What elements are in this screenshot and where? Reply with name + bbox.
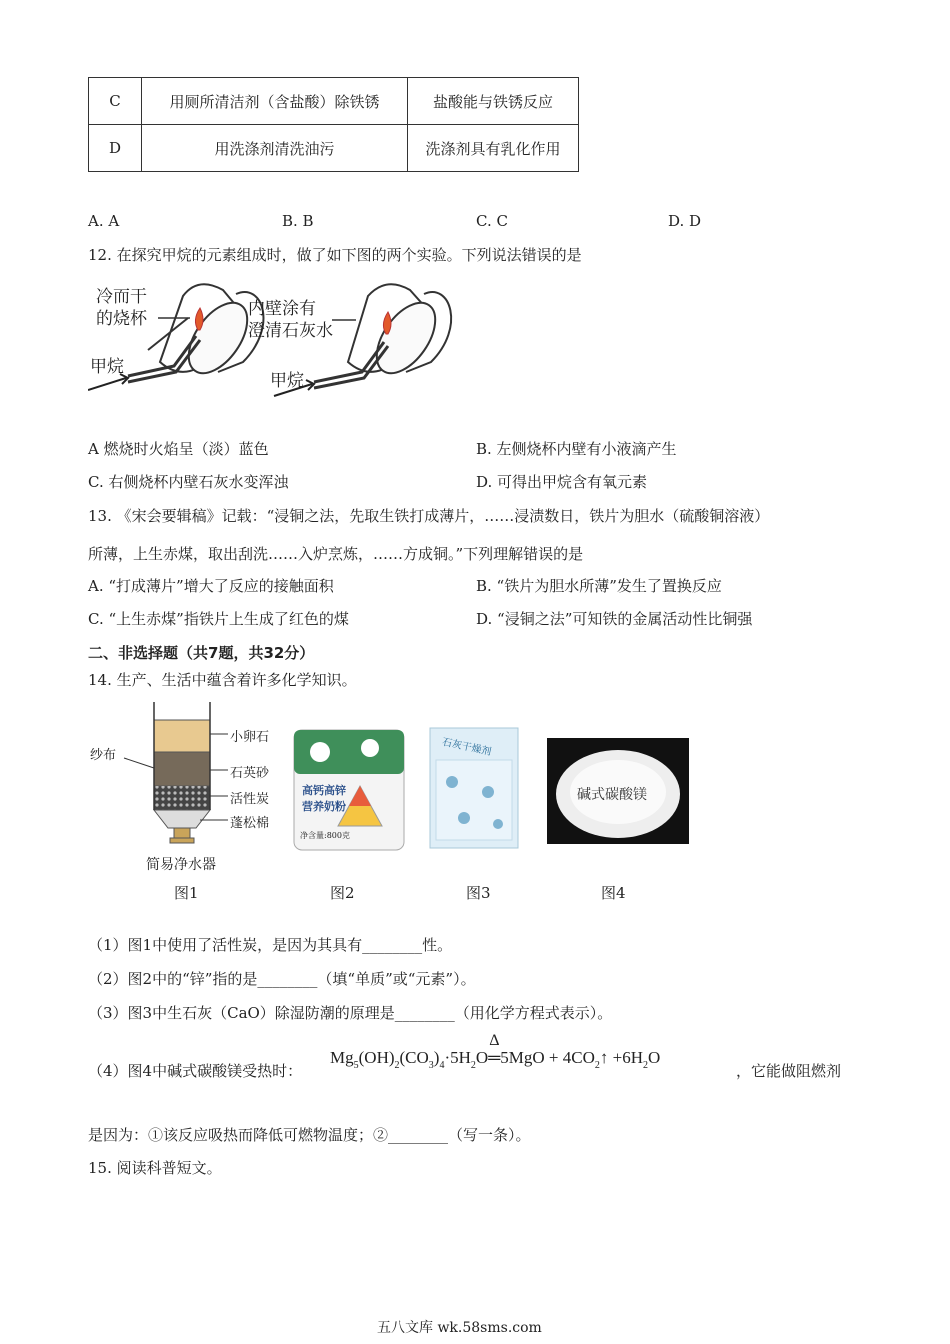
formula-water: ·5H — [444, 1048, 471, 1067]
section-heading: 二、非选择题（共7题，共32分） — [88, 644, 315, 662]
methane-label-right: 甲烷 — [270, 371, 304, 391]
q14-sub4-prefix: （4）图4中碱式碳酸镁受热时： — [88, 1062, 303, 1080]
milk-powder-figure — [290, 726, 408, 900]
limewater-label-2: 澄清石灰水 — [248, 321, 333, 341]
q12-stem: 12. 在探究甲烷的元素组成时，做了如下图的两个实验。下列说法错误的是 — [88, 246, 582, 264]
layer-label: 石英砂 — [230, 766, 270, 781]
table-row — [89, 125, 579, 172]
choice-d: D. D — [668, 212, 702, 230]
milk-can-text1: 高钙高锌 — [302, 784, 346, 797]
row-action: 用洗涤剂清洗油污 — [142, 125, 408, 172]
powder-text: 碱式碳酸镁 — [577, 787, 647, 803]
fig1-label: 图1 — [174, 884, 199, 902]
cold-dry-label-1: 冷而干 — [96, 287, 147, 307]
desiccant-figure — [428, 726, 520, 900]
q14-stem: 14. 生产、生活中蕴含着许多化学知识。 — [88, 671, 357, 689]
q12-option-a: A 燃烧时火焰呈（淡）蓝色 — [88, 440, 269, 458]
fig3-label: 图3 — [466, 884, 491, 902]
formula-o: O — [475, 1048, 489, 1067]
choice-b: B. B — [282, 212, 314, 230]
row-reason: 洗涤剂具有乳化作用 — [408, 125, 579, 172]
q13-option-b: B. “铁片为胆水所薄”发生了置换反应 — [476, 577, 722, 595]
q12-option-d: D. 可得出甲烷含有氧元素 — [476, 473, 648, 491]
limewater-label-1: 内壁涂有 — [248, 299, 316, 319]
q13-line1: 13. 《宋会要辑稿》记载：“浸铜之法，先取生铁打成薄片，……浸渍数日，铁片为胆水（硫酸铜溶液） — [88, 507, 770, 525]
q14-sub2: （2）图2中的“锌”指的是________（填“单质”或“元素”）。 — [88, 970, 476, 988]
formula-oh: (OH) — [358, 1048, 395, 1067]
formula-sub: 5 — [353, 1060, 359, 1071]
methane-beakers-illustration — [88, 272, 488, 412]
formula-o: O — [647, 1048, 661, 1067]
layer-label: 小卵石 — [230, 730, 270, 745]
options-table — [88, 77, 579, 172]
heat-delta: Δ — [489, 1032, 500, 1049]
methane-label-left: 甲烷 — [90, 357, 124, 377]
fig2-label: 图2 — [330, 884, 355, 902]
magnesium-carbonate-figure — [547, 738, 689, 900]
q12-option-b: B. 左侧烧杯内壁有小液滴产生 — [476, 440, 677, 458]
q13-line2: 所薄，上生赤煤，取出刮洗……入炉烹炼，……方成铜。”下列理解错误的是 — [88, 545, 584, 563]
formula-sub: 2 — [642, 1060, 648, 1071]
formula-sub: 2 — [394, 1060, 400, 1071]
cold-dry-label-2: 的烧杯 — [96, 309, 147, 329]
milk-can-text2: 营养奶粉 — [302, 800, 346, 813]
row-action: 用厕所清洁剂（含盐酸）除铁锈 — [142, 78, 408, 125]
fig4-label: 图4 — [601, 884, 626, 902]
formula-sub: 4 — [439, 1060, 445, 1071]
q15-stem: 15. 阅读科普短文。 — [88, 1159, 222, 1177]
formula-sub: 2 — [594, 1060, 600, 1071]
table-row — [89, 78, 579, 125]
formula-mg: Mg — [330, 1048, 354, 1067]
formula-equals: ═ — [488, 1048, 501, 1067]
row-label: C — [89, 78, 142, 125]
row-reason: 盐酸能与铁锈反应 — [408, 78, 579, 125]
q14-sub4-cont: 是因为：①该反应吸热而降低可燃物温度；②________（写一条）。 — [88, 1126, 531, 1144]
gauze-label: 纱布 — [90, 748, 117, 763]
water-purifier-figure — [88, 700, 278, 900]
choice-a: A. A — [88, 212, 120, 230]
q13-option-a: A. “打成薄片”增大了反应的接触面积 — [88, 577, 334, 595]
layer-label: 活性炭 — [230, 792, 270, 807]
formula-close: ) — [433, 1048, 440, 1067]
formula-sub: 2 — [470, 1060, 476, 1071]
q13-option-c: C. “上生赤煤”指铁片上生成了红色的煤 — [88, 610, 349, 628]
water-purifier-illustration — [88, 700, 278, 865]
desiccant-text: 石灰干燥剂 — [440, 736, 493, 759]
q14-sub4-suffix: ，它能做阻燃剂 — [736, 1062, 842, 1080]
formula-gas-arrow: ↑ +6H — [599, 1048, 643, 1067]
formula-sub: 3 — [428, 1060, 434, 1071]
formula-co3: (CO — [399, 1048, 429, 1067]
q13-option-d: D. “浸铜之法”可知铁的金属活动性比铜强 — [476, 610, 753, 628]
methane-experiment-figure — [88, 272, 488, 412]
q14-sub1: （1）图1中使用了活性炭，是因为其具有________性。 — [88, 936, 453, 954]
layer-label: 蓬松棉 — [230, 816, 270, 831]
footer-watermark: 五八文库 wk.58sms.com — [377, 1320, 542, 1336]
row-label: D — [89, 125, 142, 172]
chemical-equation — [330, 1032, 661, 1071]
formula-rhs: 5MgO + 4CO — [500, 1048, 595, 1067]
q12-option-c: C. 右侧烧杯内壁石灰水变浑浊 — [88, 473, 289, 491]
choice-c: C. C — [476, 212, 508, 230]
q14-sub3: （3）图3中生石灰（CaO）除湿防潮的原理是________（用化学方程式表示）。 — [88, 1004, 613, 1022]
milk-can-net: 净含量:800克 — [300, 831, 350, 840]
purifier-caption: 简易净水器 — [146, 857, 216, 873]
